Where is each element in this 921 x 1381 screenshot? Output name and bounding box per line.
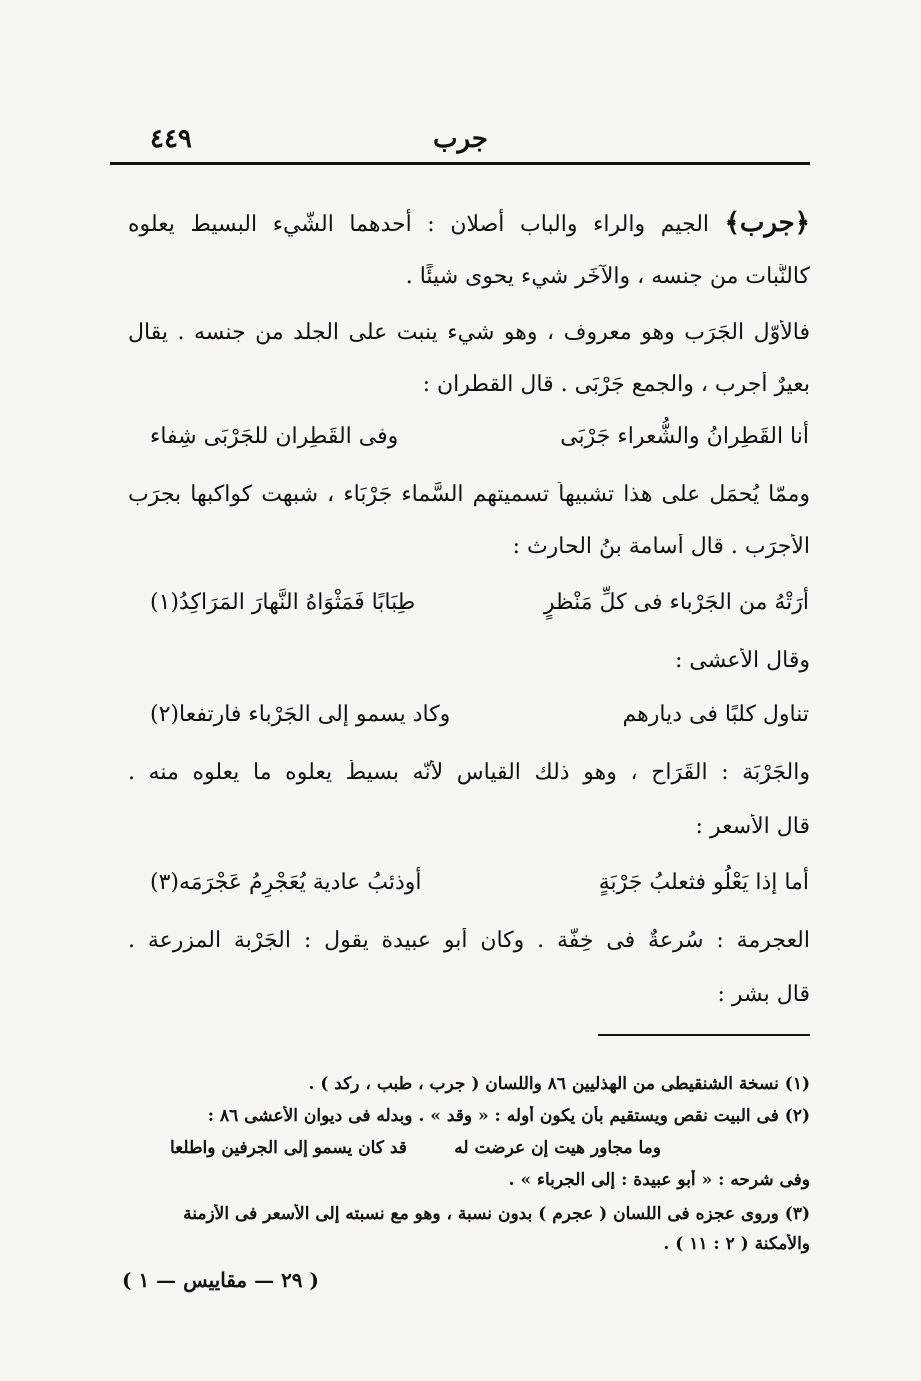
paragraph-line: وقال الأعشى : bbox=[675, 648, 810, 673]
footnote-rule bbox=[598, 1034, 810, 1036]
printer-signature: ( ٢٩ — مقاييس — ١ ) bbox=[122, 1268, 319, 1292]
verse-hemistich: وكاد يسمو إلى الجَرْباء فارتفعا(٢) bbox=[150, 702, 451, 727]
entry-first-line bbox=[128, 208, 810, 238]
footnote-2-verse-b: قد كان يسمو إلى الجرفين واطلعا bbox=[170, 1138, 407, 1158]
entry-line: فالأوّل الجَرَب وهو معروف ، وهو شيء ينبت على الجلد من جنسه . يقال bbox=[128, 320, 810, 345]
paragraph-line: العجرمة : سُرعةٌ فى خِفَّة . وكان أبو عبيدة يقول : الجَرْبة المزرعة . bbox=[128, 928, 810, 953]
verse-hemistich: تناول كلبًا فى ديارهم bbox=[622, 702, 809, 727]
verse-hemistich: أما إذا يَعْلُو فثعلبُ جَرْبَةٍ bbox=[598, 870, 809, 895]
verse-hemistich: أرَتْهُ من الجَرْباء فى كلِّ مَنْظرٍ bbox=[543, 590, 809, 615]
header-rule bbox=[110, 162, 810, 165]
entry-line: بعيرٌ أجرب ، والجمع جَرْبَى . قال القطران : bbox=[422, 372, 810, 397]
footnote-2-verse-a: وما مجاور هيت إن عرضت له bbox=[454, 1138, 661, 1158]
paragraph-line: قال الأسعر : bbox=[695, 814, 810, 839]
paragraph-line: وممّا يُحمَل على هذا تشبيهاً تسميتهم السَّماء جَرْبَاء ، شبهت كواكبها بجرَب bbox=[128, 482, 810, 507]
footnote-3: (٣) وروى عجزه فى اللسان ( عجرم ) بدون نسبة ، وهو مع نسبته إلى الأسعر فى الأزمنة bbox=[183, 1204, 810, 1224]
entry-headword: ﴿جرب﴾ bbox=[724, 208, 810, 238]
paragraph-line: الأجرَب . قال أسامة بنُ الحارث : bbox=[512, 534, 810, 559]
footnote-1: (١) نسخة الشنقيطى من الهذليين ٨٦ واللسان ( جرب ، طبب ، ركد ) . bbox=[308, 1074, 810, 1094]
verse-hemistich: أوذئبُ عادية يُعَجْرِمُ عَجْرَمَه(٣) bbox=[150, 870, 422, 895]
paragraph-line: قال بشر : bbox=[717, 982, 810, 1007]
entry-line: الجيم والراء والباب أصلان : أحدهما الشّيء البسيط يعلوه bbox=[128, 212, 710, 237]
verse-hemistich: طِبَابًا فَمَثْوَاهُ النَّهارَ المَرَاكِدُ(١) bbox=[150, 590, 416, 615]
footnote-2-cont: وفى شرحه : « أبو عبيدة : إلى الجرباء » . bbox=[508, 1170, 810, 1190]
verse-hemistich: وفى القَطِران للجَرْبَى شِفاء bbox=[150, 424, 399, 449]
verse-hemistich: أنا القَطِرانُ والشُّعراء جَرْبَى bbox=[560, 424, 809, 449]
entry-line: كالنَّبات من جنسه ، والآخَر شيء يحوِى شيئًا . bbox=[405, 264, 810, 289]
paragraph-line: والجَرْبَة : القَرَاح ، وهو ذلك القياس لأنّه بسيطٌ يعلوه ما يعلوه منه . bbox=[128, 760, 810, 785]
footnote-2: (٢) فى البيت نقص ويستقيم بأن يكون أوله : « وقد » . وبدله فى ديوان الأعشى ٨٦ : bbox=[207, 1106, 810, 1126]
running-header-title: جرب bbox=[433, 124, 488, 154]
footnote-3-cont: والأمكنة ( ٢ : ١١ ) . bbox=[663, 1234, 810, 1254]
page-number: ٤٤٩ bbox=[150, 124, 192, 154]
